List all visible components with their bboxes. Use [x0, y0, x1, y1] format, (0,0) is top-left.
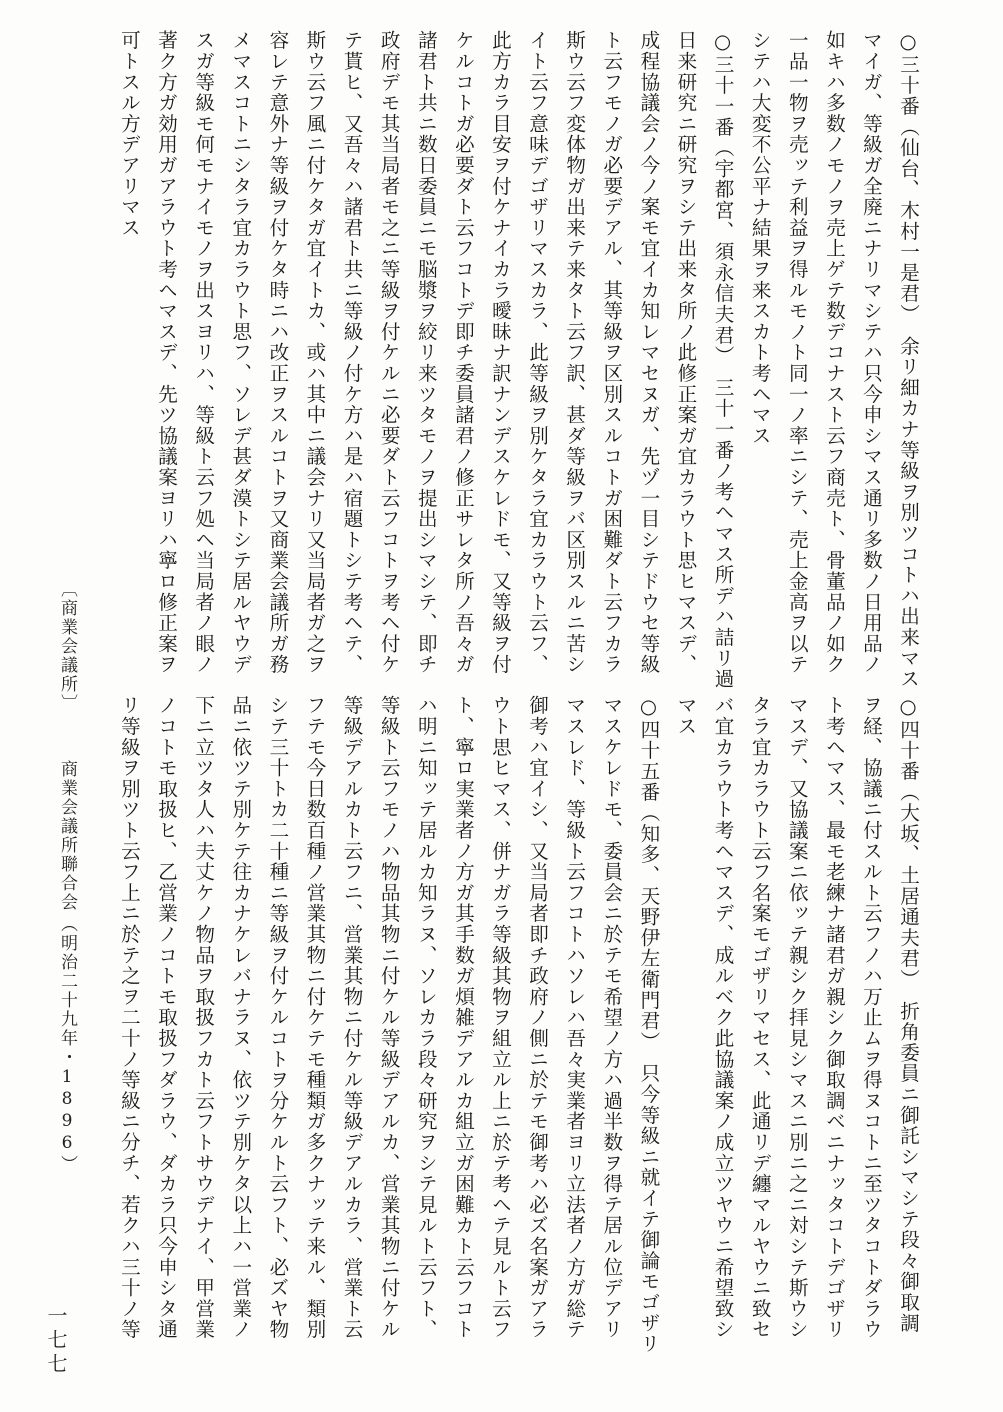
text-column: ヲ経、協議ニ付スルト云フノハ万止ムヲ得ヌコトニ至ツタコトダラウ: [859, 695, 883, 1340]
text-column: 容レテ意外ナ等級ヲ付ケタ時ニハ改正ヲスルコトヲ又商業会議所ガ務: [265, 30, 289, 675]
text-column: 品ニ依ツテ別ケテ往カナケレバナラヌ、依ツテ別ケタ以上ハ一営業ノ: [228, 695, 252, 1340]
text-column: マスデ、又協議案ニ依ッテ親シク拝見シマスニ別ニ之ニ対シテ斯ウシ: [785, 695, 809, 1340]
text-column: 著ク方ガ効用ガアラウト考ヘマスデ、先ツ協議案ヨリハ寧ロ修正案ヲ: [154, 30, 178, 675]
text-column: 政府デモ其当局者モ之ニ等級ヲ付ケルニ必要ダト云フコトヲ考ヘ付ケ: [377, 30, 401, 675]
text-column: 成程協議会ノ今ノ案モ宜イカ知レマセヌガ、先ヅ一目シテドウセ等級: [636, 30, 660, 675]
text-column: マス: [673, 695, 697, 737]
text-column: ウト思ヒマス、併ナガラ等級其物ヲ組立ル上ニ於テ考ヘテ見ルト云フ: [488, 695, 512, 1340]
text-column: ト、寧ロ実業者ノ方ガ其手数ガ煩雑デアルカ組立ガ困難カト云フコト: [451, 695, 475, 1340]
text-column: ○三十一番（宇都宮、須永信夫君） 三十一番ノ考ヘマス所デハ詰リ過: [711, 30, 735, 690]
text-column: 此方カラ目安ヲ付ケナイカラ曖昧ナ訳ナンデスケレドモ、又等級ヲ付: [488, 30, 512, 675]
text-column: ト考ヘマス、最モ老練ナ諸君ガ親シク御取調ベニナッタコトデゴザリ: [822, 695, 846, 1340]
text-column: スガ等級モ何モナイモノヲ出スヨリハ、等級ト云フ処ヘ当局者ノ眼ノ: [191, 30, 215, 675]
text-column: 一品一物ヲ売ッテ利益ヲ得ルモノト同一ノ率ニシテ、売上金高ヲ以テ: [785, 30, 809, 675]
text-column: メマスコトニシタラ宜カラウト思フ、ソレデ甚ダ漠トシテ居ルヤウデ: [228, 30, 252, 675]
text-column: 可トスル方デアリマス: [117, 30, 141, 238]
text-column: バ宜カラウト考ヘマスデ、成ルベク此協議案ノ成立ツヤウニ希望致シ: [711, 695, 735, 1340]
text-column: 諸君ト共ニ数日委員ニモ脳漿ヲ絞リ来ツタモノヲ提出シマシテ、即チ: [414, 30, 438, 675]
text-column: シテハ大変不公平ナ結果ヲ来スカト考ヘマス: [748, 30, 772, 446]
text-column: イト云フ意味デゴザリマスカラ、此等級ヲ別ケタラ宜カラウト云フ、: [525, 30, 549, 675]
text-column: マスレド、等級ト云フコトハソレハ吾々実業者ヨリ立法者ノ方ガ総テ: [562, 695, 586, 1340]
text-column: 斯ウ云フ風ニ付ケタガ宜イトカ、或ハ其中ニ議会ナリ又当局者ガ之ヲ: [302, 30, 326, 675]
text-column: ノコトモ取扱ヒ、乙営業ノコトモ取扱フダラウ、ダカラ只今申シタ通: [154, 695, 178, 1340]
text-column: 日来研究ニ研究ヲシテ出来タ所ノ此修正案ガ宜カラウト思ヒマスデ、: [673, 30, 697, 675]
text-column: ト云フモノガ必要デアル、其等級ヲ区別スルコトガ困難ダト云フカラ: [599, 30, 623, 675]
text-column: 下ニ立ツタ人ハ夫丈ケノ物品ヲ取扱フカト云フトサウデナイ、甲営業: [191, 695, 215, 1340]
page-number: 一七七: [44, 1305, 68, 1377]
text-column: リ等級ヲ別ツト云フ上ニ於テ之ヲ二十ノ等級ニ分チ、若クハ三十ノ等: [117, 695, 141, 1340]
text-column: ○四十番（大坂、土居通夫君） 折角委員ニ御託シマシテ段々御取調: [896, 695, 920, 1334]
text-column: ハ明ニ知ッテ居ルカ知ラヌ、ソレカラ段々研究ヲシテ見ルト云フト、: [414, 695, 438, 1340]
footer-section-label: 〔商業会議所〕: [57, 580, 77, 713]
text-column: 御考ハ宜イシ、又当局者即チ政府ノ側ニ於テモ御考ハ必ズ名案ガアラ: [525, 695, 549, 1340]
text-column: マスケレドモ、委員会ニ於テモ希望ノ方ハ過半数ヲ得テ居ル位デアリ: [599, 695, 623, 1340]
text-column: 等級ト云フモノハ物品其物ニ付ケル等級デアルカ、営業其物ニ付ケル: [377, 695, 401, 1340]
footer-organization: 商業会議所聯合会: [57, 760, 77, 912]
footer-era: （明治二十九年・1896）: [57, 915, 77, 1174]
text-column: タラ宜カラウト云フ名案モゴザリマセス、此通リデ纏マルヤウニ致セ: [748, 695, 772, 1340]
text-column: ケルコトガ必要ダト云フコトデ即チ委員諸君ノ修正サレタ所ノ吾々ガ: [451, 30, 475, 675]
text-column: 等級デアルカト云フニ、営業其物ニ付ケル等級デアルカラ、営業ト云: [340, 695, 364, 1340]
text-column: マイガ、等級ガ全廃ニナリマシテハ只今申シマス通リ多数ノ日用品ノ: [859, 30, 883, 675]
text-column: ○四十五番（知多、天野伊左衛門君） 只今等級ニ就イテ御論モゴザリ: [636, 695, 660, 1355]
text-column: テ貰ヒ、又吾々ハ諸君ト共ニ等級ノ付ケ方ハ是ハ宿題トシテ考ヘテ、: [340, 30, 364, 675]
text-column: 斯ウ云フ変体物ガ出来テ来タト云フ訳、甚ダ等級ヲバ区別スルニ苦シ: [562, 30, 586, 675]
text-column: フテモ今日数百種ノ営業其物ニ付ケテモ種類ガ多クナッテ来ル、類別: [302, 695, 326, 1340]
text-column: 如キハ多数ノモノヲ売上ゲテ数デコナスト云フ商売ト、骨董品ノ如ク: [822, 30, 846, 675]
text-column: ○三十番（仙台、木村一是君） 余リ細カナ等級ヲ別ツコトハ出来マス: [896, 30, 920, 690]
text-column: シテ三十トカ二十種ニ等級ヲ付ケルコトヲ分ケルト云フト、必ズヤ物: [265, 695, 289, 1340]
